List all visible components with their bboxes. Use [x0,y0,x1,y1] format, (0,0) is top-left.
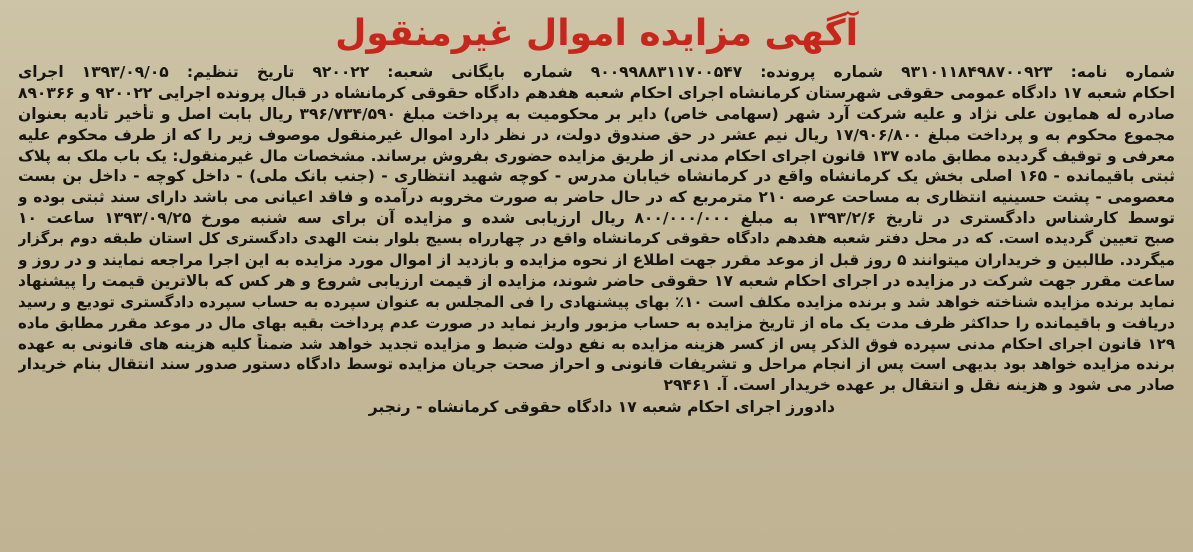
notice-line: دریافت و باقیمانده را حداکثر ظرف مدت یک ماه از تاریخ مزایده به حساب مزبور واریز نماید در صورت عدم پرداخت بقیه بهای مال در موعد مقرر مطابق ماده [18,313,1175,332]
notice-line: صبح تعیین گردیده است. که در محل دفتر شعبه هفدهم دادگاه حقوقی کرمانشاه واقع در چهارراه بسیج بلوار بنت الهدی دادگستری کل استان طبقه دوم برگزار [18,230,1175,248]
notice-line: مجموع محکوم به و پرداخت مبلغ ۱۷/۹۰۶/۸۰۰ ریال نیم عشر در حق صندوق دولت، در نظر دارد اموال غیرمنقول موصوف زیر را که از طرف محکوم علیه [18,125,1175,144]
signature: دادورز اجرای احکام شعبه ۱۷ دادگاه حقوقی کرمانشاه - رنجبر [368,398,835,417]
notice-line: معصومی - پشت حسینیه انتظاری به مساحت عرصه ۲۱۰ مترمربع که در حال حاضر به صورت مخروبه درآمده و فاقد اعیانی می باشد دارای سند ثبتی بوده و [18,188,1175,207]
signature-row [18,396,1175,418]
notice-line: صادره له همایون علی نژاد و علیه شرکت آرد شهر (سهامی خاص) دایر بر محکومیت به پرداخت مبلغ ۳۹۶/۷۳۴/۵۹۰ ریال بابت اصل و تأخیر تأدیه بعنوان [18,104,1175,123]
notice-line: ۱۲۹ قانون اجرای احکام مدنی سپرده فوق الذکر پس از کسر هزینه مزایده به نفع دولت ضبط و مزایده تجدید خواهد شد ضمناً کلیه هزینه های قانونی به عهده [18,334,1175,353]
notice-line: میگردد. طالبین و خریداران میتوانند ۵ روز قبل از موعد مقرر جهت اطلاع از نحوه مزایده و بازدید از اموال مورد مزایده به این اجرا مراجعه نمایند و در روز و [18,251,1175,270]
notice-line: نماید برنده مزایده شناخته خواهد شد و برنده مزایده مکلف است ۱۰٪ بهای پیشنهادی را فی المجلس به عنوان سپرده به حساب سپرده دادگستری تودیع و رسید [18,292,1175,311]
notice-line: صادر می شود و هزینه نقل و انتقال بر عهده خریدار است. آ. ۲۹۴۶۱ [663,376,1175,395]
notice-line: احکام شعبه ۱۷ دادگاه عمومی حقوقی شهرستان کرمانشاه اجرای احکام شعبه هفدهم دادگاه حقوقی کرمانشاه در قبال پرونده اجرایی ۹۲۰۰۲۲ و ۸۹۰۳۶۶ [18,83,1175,102]
notice-line: معرفی و توقیف گردیده مطابق ماده ۱۳۷ قانون اجرای احکام مدنی از طریق مزایده حضوری بفروش برساند. مشخصات مال غیرمنقول: یک باب ملک به پلاک [18,146,1175,165]
notice-body [18,62,1175,396]
notice-line: ثبتی باقیمانده - ۱۶۵ اصلی بخش یک کرمانشاه واقع در کرمانشاه خیابان مدرس - کوچه شهید انتظاری - (جنب بانک ملی) - داخل کوچه - داخل بن بست [18,167,1175,186]
notice-line: ساعت مقرر جهت شرکت در مزایده در اجرای احکام شعبه ۱۷ حقوقی حاضر شوند، مزایده از قیمت ارزیابی شروع و هر کس که بالاترین قیمت را پیشنهاد [18,271,1175,290]
notice-line: شماره نامه: ۹۳۱۰۱۱۸۴۹۸۷۰۰۹۲۳ شماره پرونده: ۹۰۰۹۹۸۸۳۱۱۷۰۰۵۴۷ شماره بایگانی شعبه: ۹۲۰۰۲۲ تاریخ تنظیم: ۱۳۹۳/۰۹/۰۵ اجرای [18,63,1175,81]
notice-line: توسط کارشناس دادگستری در تاریخ ۱۳۹۳/۲/۶ به مبلغ ۸۰۰/۰۰۰/۰۰۰ ریال ارزیابی شده و مزایده آن برای سه شنبه مورخ ۱۳۹۳/۰۹/۲۵ ساعت ۱۰ [18,209,1175,228]
notice-line: برنده مزایده خواهد بود بدیهی است پس از انجام مراحل و تشریفات قانونی و احراز صحت جریان مزایده توسط دادگاه دستور صدور سند انتقال بنام خریدار [18,355,1175,374]
notice-title: آگهی مزایده اموال غیرمنقول [335,13,858,54]
